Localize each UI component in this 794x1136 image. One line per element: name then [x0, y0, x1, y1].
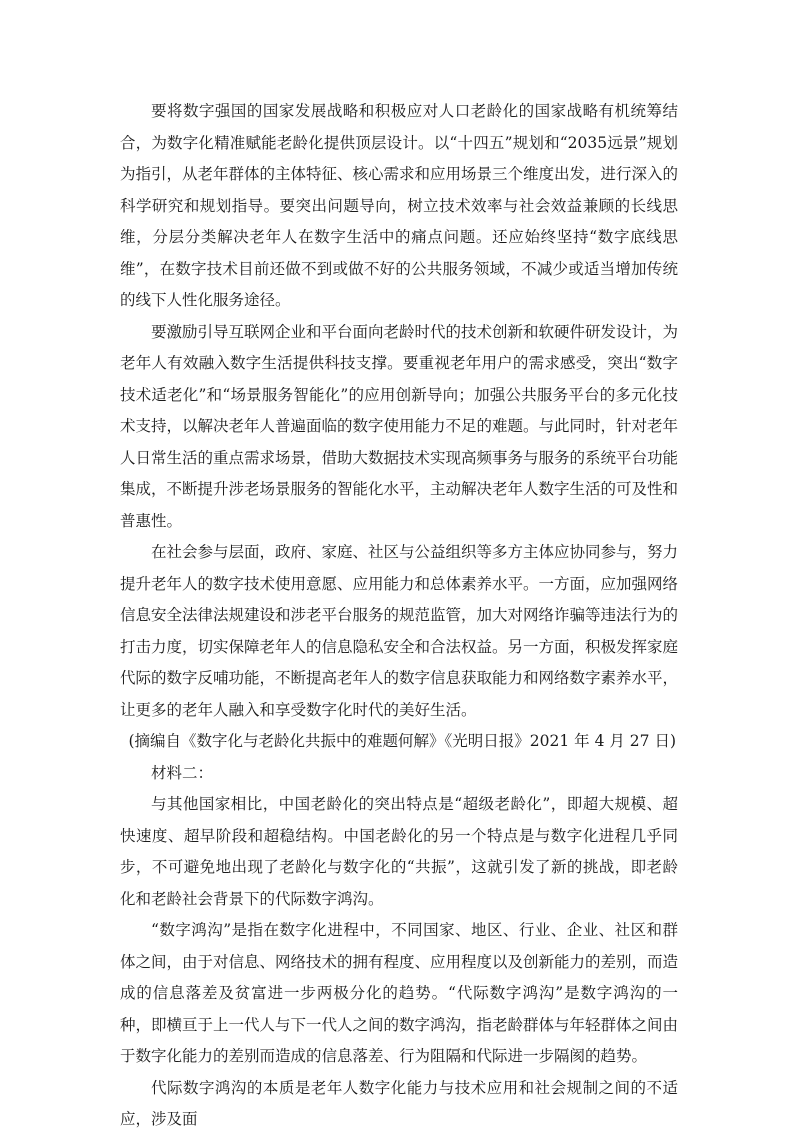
paragraph-top-level-design: 要将数字强国的国家发展战略和积极应对人口老龄化的国家战略有机统筹结合，为数字化精准赋能老龄化提供顶层设计。以“十四五”规划和“2035远景”规划为指引，从老年群体的主体特征、核心需求和应用场景三个维度出发，进行深入的科学研究和规划指导。要突出问题导向，树立技术效率与社会效益兼顾的长线思维，分层分类解决老年人在数字生活中的痛点问题。还应始终坚持“数字底线思维”，在数字技术目前还做不到或做不好的公共服务领域，不减少或适当增加传统的线下人性化服务途径。 — [120, 102, 679, 309]
source-citation: (摘编自《数字化与老龄化共振中的难题何解》《光明日报》2021 年 4 月 27 日) — [128, 732, 676, 750]
paragraph-divide-essence: 代际数字鸿沟的本质是老年人数字化能力与技术应用和社会规制之间的不适应，涉及面 — [120, 1078, 678, 1128]
paragraph-digital-divide-definition: “数字鸿沟”是指在数字化进程中，不同国家、地区、行业、企业、社区和群体之间，由于对信息、网络技术的拥有程度、应用程度以及创新能力的差别，而造成的信息落差及贫富进一步两极分化的趋势。“代际数字鸿沟”是数字鸿沟的一种，即横亘于上一代人与下一代人之间的数字鸿沟，指老龄群体与年轻群体之间由于数字化能力的差别而造成的信息落差、行为阻隔和代际进一步隔阂的趋势。 — [120, 921, 679, 1065]
document-page — [120, 96, 678, 1136]
paragraph-social-participation: 在社会参与层面，政府、家庭、社区与公益组织等多方主体应协同参与，努力提升老年人的数字技术使用意愿、应用能力和总体素养水平。一方面，应加强网络信息安全法律法规建设和涉老平台服务的规范监管，加大对网络诈骗等违法行为的打击力度，切实保障老年人的信息隐私安全和合法权益。另一方面，积极发挥家庭代际的数字反哺功能，不断提高老年人的数字信息获取能力和网络数字素养水平，让更多的老年人融入和享受数字化时代的美好生活。 — [120, 543, 679, 719]
paragraph-super-aging: 与其他国家相比，中国老龄化的突出特点是“超级老龄化”，即超大规模、超快速度、超早阶段和超稳结构。中国老龄化的另一个特点是与数字化进程几乎同步，不可避免地出现了老龄化与数字化的“共振”，这就引发了新的挑战，即老龄化和老龄社会背景下的代际数字鸿沟。 — [120, 795, 678, 908]
material-two-heading: 材料二： — [151, 763, 214, 782]
paragraph-tech-innovation: 要激励引导互联网企业和平台面向老龄时代的技术创新和软硬件研发设计，为老年人有效融入数字生活提供科技支撑。要重视老年用户的需求感受，突出“数字技术适老化”和“场景服务智能化”的应用创新导向；加强公共服务平台的多元化技术支持，以解决老年人普遍面临的数字使用能力不足的难题。与此同时，针对老年人日常生活的重点需求场景，借助大数据技术实现高频事务与服务的系统平台功能集成，不断提升涉老场景服务的智能化水平，主动解决老年人数字生活的可及性和普惠性。 — [120, 322, 679, 530]
